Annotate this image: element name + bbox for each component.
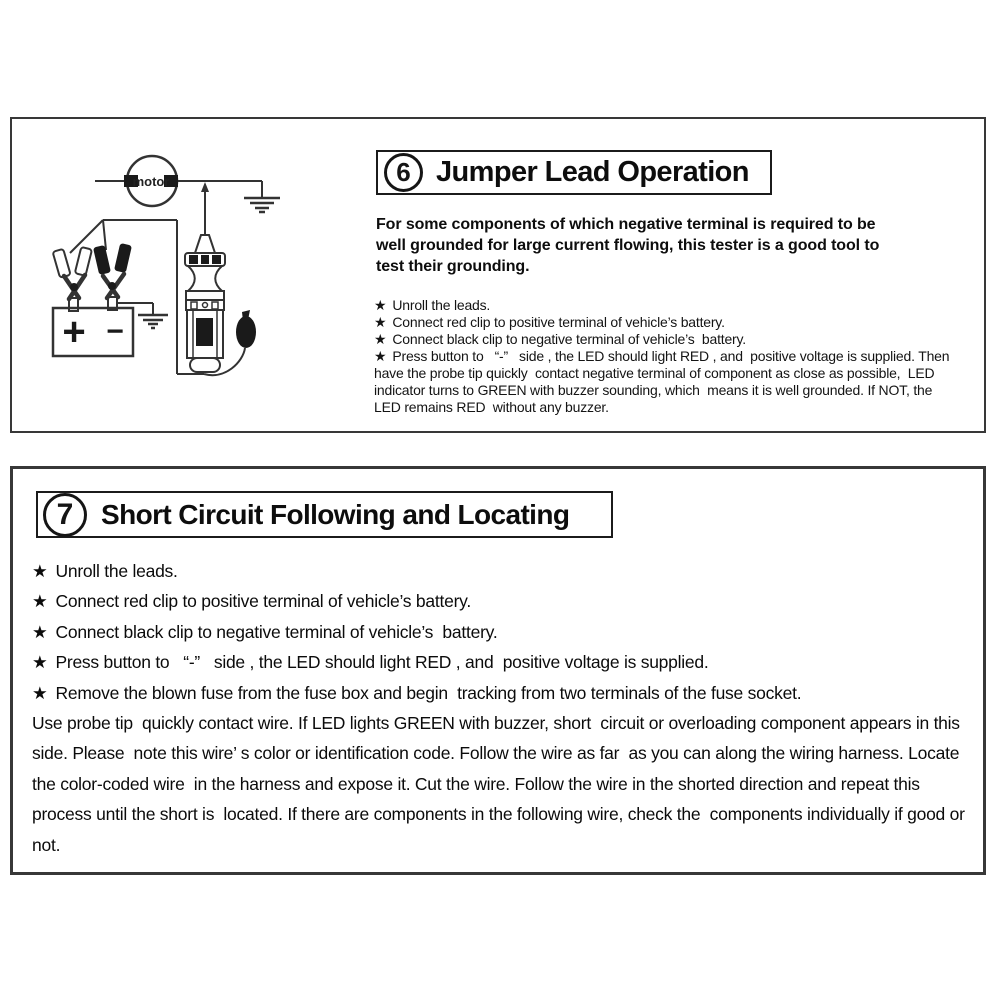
- intro-text: For some components of which negative terminal is required to be well grounded for large current flowing, this tester is a good tool to test their grounding.: [376, 216, 884, 275]
- bullet-text: Press button to “-” side , the LED should light RED , and positive voltage is supplied.: [55, 652, 709, 673]
- section-title-text: Short Circuit Following and Locating: [101, 498, 570, 530]
- battery-minus-label: −: [106, 315, 124, 348]
- instruction-bullet: [32, 556, 980, 586]
- buzzer-bulb: [236, 310, 256, 348]
- battery-plus-label: +: [62, 310, 86, 354]
- bullet-text: Press button to “-” side , the LED should light RED , and positive voltage is supplied. Then have the probe tip quickly contact negative terminal of component as close as possible, LED indicator turns to GREEN with buzzer sounding, which means it is well grounded. If NOT, the LED remains RED without any buzzer.: [374, 348, 954, 415]
- star-icon: ★: [32, 682, 48, 703]
- bullet-text: Connect black clip to negative terminal of vehicle’s battery.: [55, 621, 498, 642]
- star-icon: ★: [374, 331, 387, 347]
- motor-symbol: [124, 156, 178, 206]
- star-icon: ★: [32, 591, 48, 612]
- short-circuit-steps: [32, 556, 980, 860]
- section-title-jumper-lead: [376, 150, 772, 195]
- bullet-text: Unroll the leads.: [392, 297, 491, 313]
- circuit-diagram: [40, 140, 370, 420]
- section-number-circle: 6: [384, 153, 423, 192]
- instruction-bullet: [32, 647, 980, 677]
- instruction-bullet: [32, 617, 980, 647]
- probe-tester: [185, 235, 225, 372]
- section-title-text: Jumper Lead Operation: [436, 156, 749, 188]
- bullet-text: Connect red clip to positive terminal of vehicle’s battery.: [392, 314, 725, 330]
- star-icon: ★: [374, 348, 387, 364]
- star-icon: ★: [32, 561, 48, 581]
- star-icon: ★: [374, 297, 387, 313]
- jumper-lead-intro: [376, 214, 900, 277]
- instruction-bullet: [374, 348, 959, 416]
- ground-symbol-right: [244, 198, 280, 212]
- section-number-circle: 7: [43, 493, 87, 537]
- instruction-bullet: [374, 297, 959, 314]
- paragraph-text: Use probe tip quickly contact wire. If LED lights GREEN with buzzer, short circuit or overloading component appears in this side. Please note this wire’ s color or identification code. Follow the wire as far as you can along the wiring harness. Locate the color-coded wire in the harness and expose it. Cut the wire. Follow the wire in the shorted direction and repeat this process until the short is located. If there are components in the following wire, check the components individually if good or not.: [32, 713, 970, 855]
- black-clip: [93, 243, 132, 310]
- bullet-text: Remove the blown fuse from the fuse box and begin tracking from two terminals of the fuse socket.: [55, 682, 802, 703]
- bullet-text: Connect red clip to positive terminal of vehicle’s battery.: [55, 591, 471, 612]
- section-title-short-circuit: [36, 491, 613, 538]
- ground-symbol-battery: [138, 315, 168, 328]
- instruction-bullet: [374, 314, 959, 331]
- procedure-paragraph: [32, 708, 980, 860]
- bullet-text: Connect black clip to negative terminal of vehicle’s battery.: [392, 331, 746, 347]
- jumper-lead-steps: [374, 297, 959, 416]
- instruction-bullet: [32, 678, 980, 708]
- battery-symbol: [53, 308, 133, 356]
- instruction-bullet: [32, 586, 980, 616]
- star-icon: ★: [374, 314, 387, 330]
- motor-label: motor: [132, 174, 170, 189]
- instruction-bullet: [374, 331, 959, 348]
- red-clip: [53, 247, 92, 311]
- star-icon: ★: [32, 652, 48, 673]
- star-icon: ★: [32, 621, 48, 642]
- bullet-text: Unroll the leads.: [55, 561, 178, 581]
